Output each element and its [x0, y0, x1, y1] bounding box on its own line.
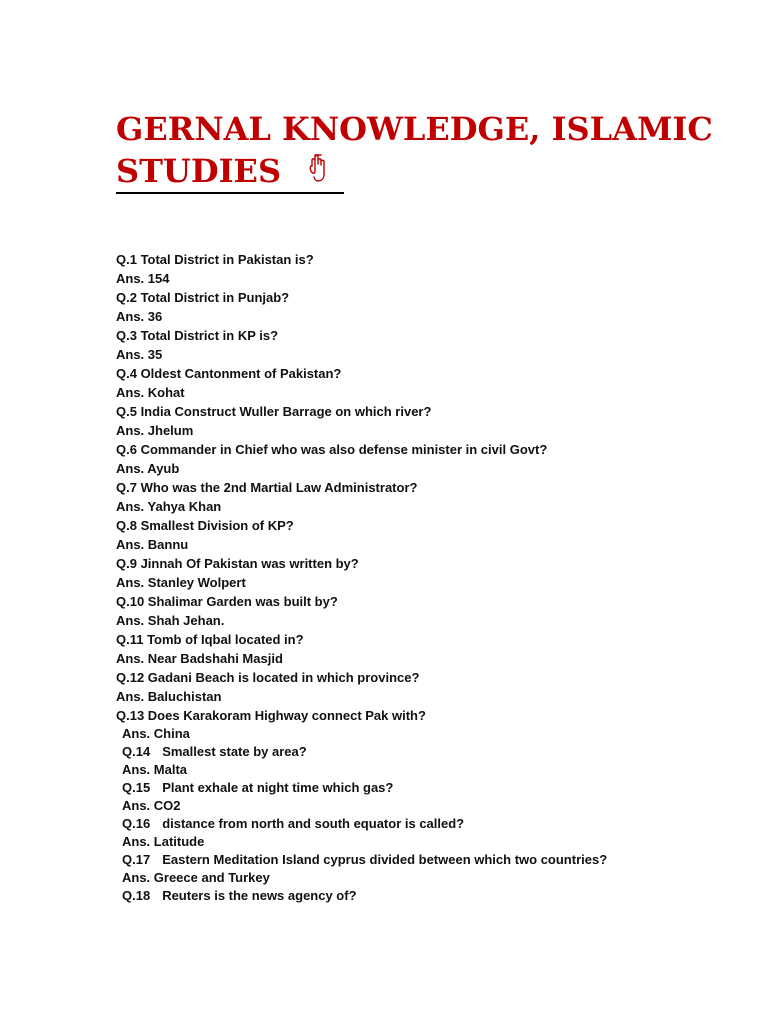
question-9: Q.9 Jinnah Of Pakistan was written by? [116, 556, 359, 571]
answer-2: Ans. 36 [116, 309, 163, 324]
answer-11: Ans. Near Badshahi Masjid [116, 651, 283, 666]
question-11: Q.11 Tomb of Iqbal located in? [116, 632, 304, 647]
question-12: Q.12 Gadani Beach is located in which province? [116, 670, 420, 685]
question-16-number: Q.16 [122, 816, 151, 831]
title-line-2: STUDIES [116, 152, 282, 190]
title-line-2-wrap [116, 150, 344, 194]
answer-10: Ans. Shah Jehan. [116, 613, 225, 628]
question-5: Q.5 India Construct Wuller Barrage on which river? [116, 404, 432, 419]
answer-5: Ans. Jhelum [116, 423, 194, 438]
pointing-down-hand-icon [308, 154, 328, 184]
answer-4: Ans. Kohat [116, 385, 185, 400]
question-7: Q.7 Who was the 2nd Martial Law Administrator? [116, 480, 418, 495]
question-8: Q.8 Smallest Division of KP? [116, 518, 294, 533]
document-title [116, 108, 713, 194]
question-6: Q.6 Commander in Chief who was also defense minister in civil Govt? [116, 442, 548, 457]
question-17 [122, 851, 607, 869]
question-18-text: Reuters is the news agency of? [162, 888, 357, 903]
question-16-text: distance from north and south equator is called? [162, 816, 465, 831]
question-14-number: Q.14 [122, 744, 151, 759]
question-3: Q.3 Total District in KP is? [116, 328, 279, 343]
question-4: Q.4 Oldest Cantonment of Pakistan? [116, 366, 342, 381]
question-17-number: Q.17 [122, 852, 151, 867]
question-15-number: Q.15 [122, 780, 151, 795]
question-13: Q.13 Does Karakoram Highway connect Pak with? [116, 708, 426, 723]
question-18-number: Q.18 [122, 888, 151, 903]
question-2: Q.2 Total District in Punjab? [116, 290, 290, 305]
question-1: Q.1 Total District in Pakistan is? [116, 252, 314, 267]
answer-12: Ans. Baluchistan [116, 689, 222, 704]
answer-15: Ans. CO2 [122, 798, 181, 813]
answer-6: Ans. Ayub [116, 461, 180, 476]
answer-7: Ans. Yahya Khan [116, 499, 222, 514]
answer-9: Ans. Stanley Wolpert [116, 575, 246, 590]
question-17-text: Eastern Meditation Island cyprus divided between which two countries? [162, 852, 608, 867]
question-14-text: Smallest state by area? [162, 744, 307, 759]
answer-14: Ans. Malta [122, 762, 188, 777]
answer-16: Ans. Latitude [122, 834, 205, 849]
question-18 [122, 887, 357, 905]
answer-8: Ans. Bannu [116, 537, 189, 552]
answer-13: Ans. China [122, 726, 190, 741]
question-15 [122, 779, 393, 797]
question-14 [122, 743, 307, 761]
question-15-text: Plant exhale at night time which gas? [162, 780, 394, 795]
answer-17: Ans. Greece and Turkey [122, 870, 270, 885]
question-10: Q.10 Shalimar Garden was built by? [116, 594, 338, 609]
answer-1: Ans. 154 [116, 271, 170, 286]
question-16 [122, 815, 464, 833]
answer-3: Ans. 35 [116, 347, 163, 362]
title-line-1: GERNAL KNOWLEDGE, ISLAMIC [116, 110, 713, 148]
